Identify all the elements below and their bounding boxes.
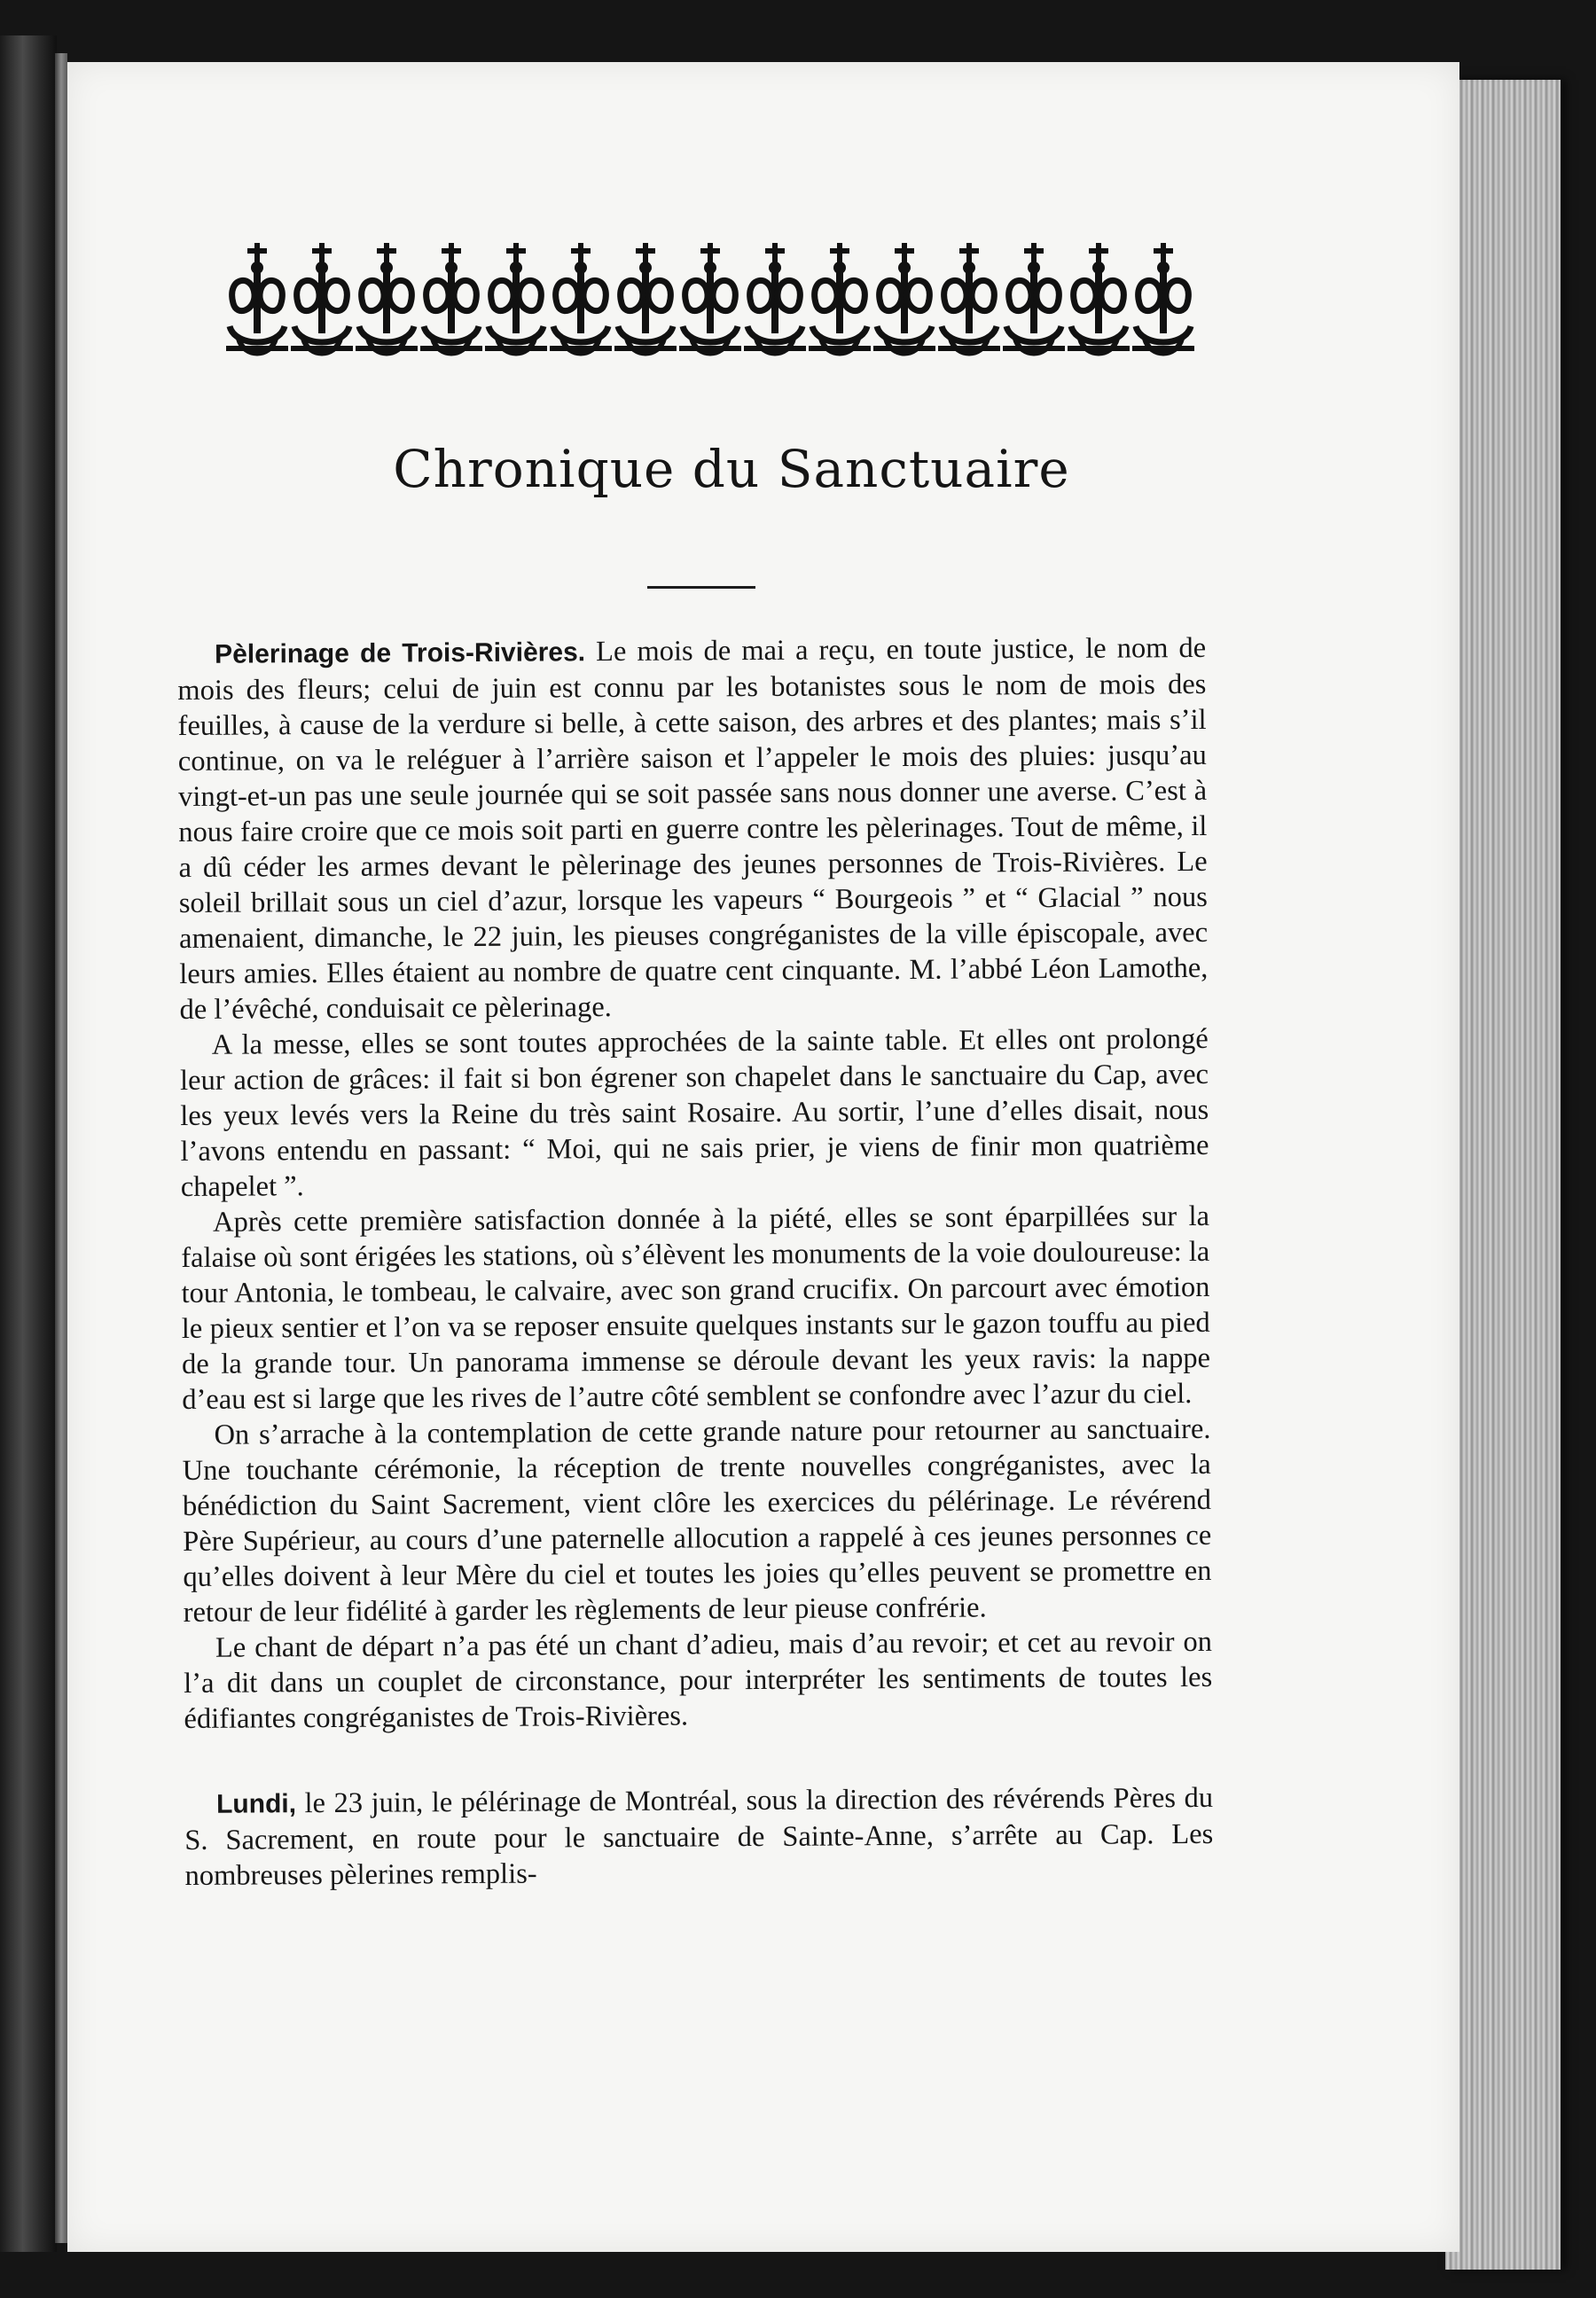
paragraph-1	[177, 630, 1209, 1028]
paragraph-text: Après cette première satisfaction donnée à la piété, elles se sont éparpillées sur la falaise où sont érigées les stations, où s’élèvent les monuments de la voie douloureuse: la tour Antonia, le tombeau, le calvaire, avec son grand crucifix. On parcourt avec émotion le pieux sentier et l’on va se reposer ensuite quelques instants sur le gazon touffu au pied de la grande tour. Un panorama immense se déroule devant les yeux ravis: la nappe d’eau est si large que les rives de l’autre côté semblent se confondre avec l’azur du ciel.	[181, 1200, 1211, 1416]
paragraph-3	[181, 1199, 1210, 1418]
paragraph-lead: Lundi,	[215, 1789, 297, 1819]
title-divider	[647, 586, 755, 589]
paragraph-5	[184, 1624, 1213, 1737]
paragraph-text: On s’arrache à la contemplation de cette grande nature pour retourner au sanctuaire. Une touchante cérémonie, la réception de trente nouvelles congréganistes, avec la bénédiction du Saint Sacrement, vient clôre les exercices du pélérinage. Le révérend Père Supérieur, au cours d’une paternelle allocution a rappelé à ces jeunes personnes ce qu’elles doivent à leur Mère du ciel et toutes les joies qu’elles peuvent se promettre en retour de leur fidélité à garder les règlements de leur pieuse confrérie.	[182, 1412, 1212, 1629]
paragraph-text: Le chant de départ n’a pas été un chant d’adieu, mais d’au revoir; et cet au revoir on l’a dit dans un couplet de circonstance, pour interpréter les sentiments de toutes les édifiantes congréganistes de Trois-Rivières.	[184, 1625, 1213, 1735]
paragraph-text: A la messe, elles se sont toutes approchées de la sainte table. Et elles ont prolongé leur action de grâces: il fait si bon égrener son chapelet dans le sanctuaire du Cap, avec les yeux levés vers la Reine du très saint Rosaire. Au sortir, l’une d’elles disait, nous l’avons entendu en passant: “ Moi, qui ne sais prier, je viens de finir mon quatrième chapelet ”.	[179, 1022, 1209, 1203]
right-page-stack	[1445, 80, 1561, 2270]
paragraph-text: le 23 juin, le pélérinage de Montréal, sous la direction des révérends Pères du S. Sacrement, en route pour le sanctuaire de Sainte-Anne, s’arrête au Cap. Les nombreuses pèlerines remplis-	[184, 1781, 1214, 1892]
page-title: Chronique du Sanctuaire	[393, 439, 1070, 499]
ornamental-header-band	[226, 232, 1201, 365]
paragraph-lead: Pèlerinage de Trois-Rivières.	[215, 637, 586, 669]
ornament-icon	[226, 232, 1201, 365]
paragraph-4	[182, 1411, 1211, 1630]
paragraph-text: Le mois de mai a reçu, en toute justice, le nom de mois des fleurs; celui de juin est connu par les botanistes sous le nom de mois des feuilles, à cause de la verdure si belle, à cette saison, des arbres et des plantes; mais s’il continue, on va le reléguer à l’arrière saison et l’appeler le mois des pluies: jusqu’au vingt-et-un pas une seule journée qui se soit passée sans nous donner une averse. C’est à nous faire croire que ce mois soit parti en guerre contre les pèlerinages. Tout de même, il a dû céder les armes devant le pèlerinage des jeunes personnes de Trois-Rivières. Le soleil brillait sous un ciel d’azur, lorsque les vapeurs “ Bourgeois ” et “ Glacial ” nous amenaient, dimanche, le 22 juin, les pieuses congréganistes de la ville épiscopale, avec leurs amies. Elles étaient au nombre de quatre cent cinquante. M. l’abbé Léon Lamothe, de l’évêché, conduisait ce pèlerinage.	[177, 631, 1209, 1026]
article-body	[177, 630, 1214, 1894]
left-binding-gutter	[0, 35, 57, 2252]
paragraph-2	[180, 1021, 1209, 1205]
left-page-edge	[55, 53, 67, 2243]
paragraph-6	[184, 1780, 1214, 1894]
